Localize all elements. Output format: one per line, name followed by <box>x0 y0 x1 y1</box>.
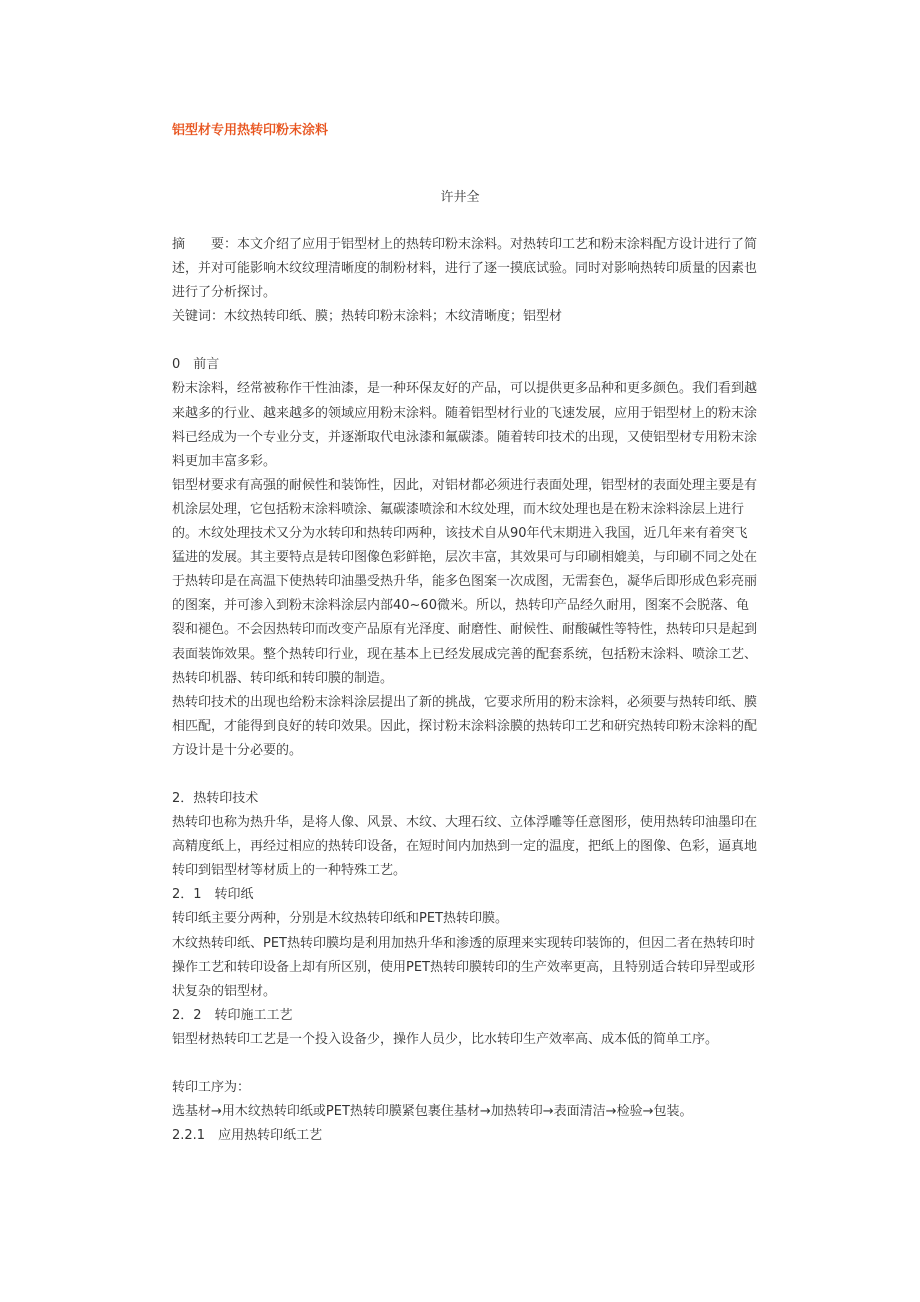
paragraph-spacer <box>172 329 757 353</box>
paragraph: 2．热转印技术 <box>172 790 259 806</box>
document-title: 铝型材专用热转印粉末涂料 <box>172 123 329 138</box>
document-body <box>172 233 757 1148</box>
paragraph: 热转印也称为热升华，是将人像、风景、木纹、大理石纹、立体浮雕等任意图形，使用热转印油墨印在高精度纸上，再经过相应的热转印设备，在短时间内加热到一定的温度，把纸上的图像、色彩，逼真地转印到铝型材等材质上的一种特殊工艺。 <box>172 815 758 879</box>
paragraph: 木纹热转印纸、PET热转印膜均是利用加热升华和渗透的原理来实现转印装饰的，但因二者在热转印时操作工艺和转印设备上却有所区别，使用PET热转印膜转印的生产效率更高，且特别适合转印异型或形状复杂的铝型材。 <box>172 935 755 999</box>
paragraph: 2．1 转印纸 <box>172 887 254 903</box>
document-author: 许井全 <box>440 190 480 205</box>
paragraph: 铝型材要求有高强的耐候性和装饰性，因此，对铝材都必须进行表面处理，铝型材的表面处理主要是有机涂层处理，它包括粉末涂料喷涂、氟碳漆喷涂和木纹处理，而木纹处理也是在粉末涂料涂层上进行的。木纹处理技术又分为水转印和热转印两种，该技术自从90年代末期进入我国，近几年来有着突飞猛进的发展。其主要特点是转印图像色彩鲜艳，层次丰富，其效果可与印刷相媲美，与印刷不同之处在于热转印是在高温下使热转印油墨受热升华，能多色图案一次成图，无需套色，凝华后即形成色彩亮丽的图案，并可渗入到粉末涂料涂层内部40~60微米。所以，热转印产品经久耐用，图案不会脱落、龟裂和褪色。不会因热转印而改变产品原有光泽度、耐磨性、耐候性、耐酸碱性等特性，热转印只是起到表面装饰效果。整个热转印行业，现在基本上已经发展成完善的配套系统，包括粉末涂料、喷涂工艺、热转印机器、转印纸和转印膜的制造。 <box>172 477 758 686</box>
paragraph-spacer <box>172 763 757 787</box>
paragraph: 粉末涂料，经常被称作干性油漆，是一种环保友好的产品，可以提供更多品种和更多颜色。我们看到越来越多的行业、越来越多的领域应用粉末涂料。随着铝型材行业的飞速发展，应用于铝型材上的粉末涂料已经成为一个专业分支，并逐渐取代电泳漆和氟碳漆。随着转印技术的出现，又使铝型材专用粉末涂料更加丰富多彩。 <box>172 381 758 469</box>
paragraph: 热转印技术的出现也给粉末涂料涂层提出了新的挑战，它要求所用的粉末涂料，必须要与热转印纸、膜相匹配，才能得到良好的转印效果。因此，探讨粉末涂料涂膜的热转印工艺和研究热转印粉末涂料的配方设计是十分必要的。 <box>172 694 758 758</box>
paragraph: 2．2 转印施工工艺 <box>172 1007 293 1023</box>
paragraph: 选基材→用木纹热转印纸或PET热转印膜紧包裹住基材→加热转印→表面清洁→检验→包装。 <box>172 1104 693 1120</box>
paragraph: 铝型材热转印工艺是一个投入设备少，操作人员少，比水转印生产效率高、成本低的简单工序。 <box>172 1031 719 1047</box>
paragraph: 摘 要：本文介绍了应用于铝型材上的热转印粉末涂料。对热转印工艺和粉末涂料配方设计进行了简述，并对可能影响木纹纹理清晰度的制粉材料，进行了逐一摸底试验。同时对影响热转印质量的因素也进行了分析探讨。 <box>172 237 758 301</box>
paragraph: 2.2.1 应用热转印纸工艺 <box>172 1128 323 1144</box>
paragraph-spacer <box>172 1052 757 1076</box>
paragraph: 转印工序为： <box>172 1080 251 1095</box>
paragraph: 0 前言 <box>172 357 220 373</box>
paragraph: 转印纸主要分两种，分别是木纹热转印纸和PET热转印膜。 <box>172 911 508 927</box>
paragraph: 关键词：木纹热转印纸、膜；热转印粉末涂料；木纹清晰度；铝型材 <box>172 309 563 325</box>
